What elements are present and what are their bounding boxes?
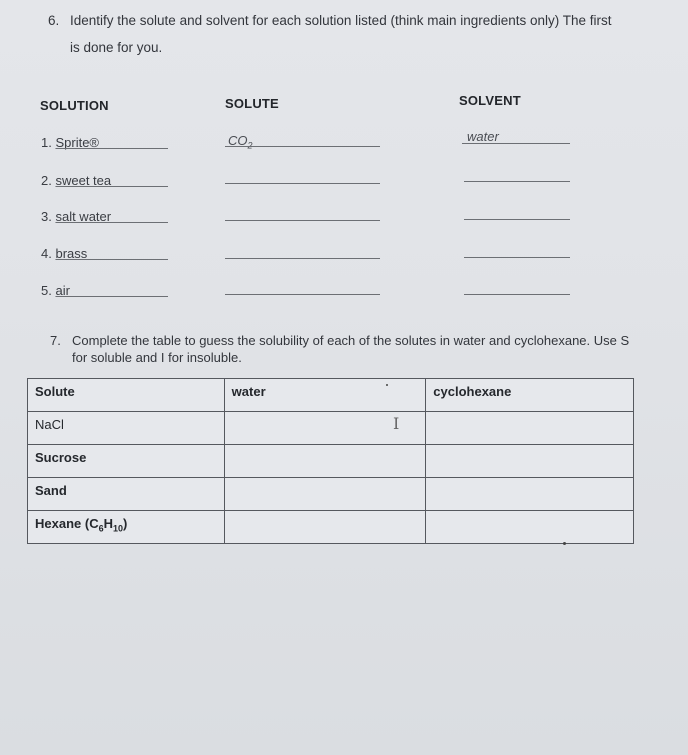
row-2-name: sweet tea (55, 173, 112, 188)
row-3-solvent-line[interactable] (464, 219, 570, 220)
row-1-solute-text: CO (228, 133, 248, 148)
ink-dot (563, 542, 566, 545)
question-7-number: 7. (50, 333, 61, 348)
row-2-solute-line[interactable] (225, 183, 380, 184)
row-5-number: 5. (41, 283, 52, 298)
water-cell-hexane[interactable] (224, 511, 426, 544)
row-3-number: 3. (41, 209, 52, 224)
question-6-number: 6. (48, 13, 60, 28)
row-2-solution-line (56, 186, 168, 187)
header-solution: SOLUTION (40, 98, 109, 113)
question-6-line1: Identify the solute and solvent for each solution listed (think main ingredients only) The first (70, 13, 612, 28)
text-cursor-icon: I (393, 414, 400, 433)
row-3-solution-line (56, 222, 168, 223)
row-1-solute-subscript: 2 (247, 140, 253, 151)
row-4-solution-line (56, 259, 168, 260)
solute-cell-sand: Sand (28, 478, 225, 511)
row-1-solute-line[interactable] (225, 146, 380, 147)
table-row (28, 478, 634, 511)
hexane-sub-hydrogen: 10 (112, 523, 123, 534)
row-3-solute-line[interactable] (225, 220, 380, 221)
row-3-name: salt water (55, 209, 112, 224)
row-4-name: brass (55, 246, 88, 261)
row-2-solvent-line[interactable] (464, 181, 570, 182)
hexane-label-h: H (103, 516, 113, 531)
row-5-solvent-line[interactable] (464, 294, 570, 295)
header-water-cell: water (224, 379, 426, 412)
table-row (28, 511, 634, 544)
cyclohexane-cell-sand[interactable] (426, 478, 634, 511)
cyclohexane-cell-hexane[interactable] (426, 511, 634, 544)
header-solvent: SOLVENT (459, 93, 521, 108)
row-1-solution-line (56, 148, 168, 149)
row-4-solute-line[interactable] (225, 258, 380, 259)
row-1-solvent-line[interactable] (462, 143, 570, 144)
row-1-number: 1. (41, 135, 52, 150)
water-cell-sucrose[interactable] (224, 445, 426, 478)
table-row (28, 445, 634, 478)
hexane-label-end: ) (123, 516, 128, 531)
header-cyclohexane-cell: cyclohexane (426, 379, 634, 412)
table-row (28, 412, 634, 445)
ink-dot-small (386, 384, 388, 386)
header-solute: SOLUTE (225, 96, 279, 111)
row-5-solute-line[interactable] (225, 294, 380, 295)
water-cell-sand[interactable] (224, 478, 426, 511)
row-1-name: Sprite® (55, 135, 100, 150)
hexane-label: Hexane (C (35, 516, 99, 531)
question-7-line1: Complete the table to guess the solubility of each of the solutes in water and cyclohexane. Use S (72, 333, 630, 348)
cyclohexane-cell-nacl[interactable] (426, 412, 634, 445)
row-4-solvent-line[interactable] (464, 257, 570, 258)
question-6-line2: is done for you. (70, 40, 163, 55)
row-5-solution-line (56, 296, 168, 297)
solubility-table (27, 378, 634, 544)
row-1-solute-answer (228, 133, 253, 151)
row-5-name: air (55, 283, 70, 298)
solute-cell-hexane (28, 511, 225, 544)
question-7-line2: for soluble and I for insoluble. (72, 350, 242, 365)
header-solute-cell: Solute (28, 379, 225, 412)
solute-cell-nacl: NaCl (28, 412, 225, 445)
cyclohexane-cell-sucrose[interactable] (426, 445, 634, 478)
hexane-sub-carbon: 6 (98, 523, 104, 534)
table-header-row (28, 379, 634, 412)
row-4-number: 4. (41, 246, 52, 261)
row-1-solvent-answer: water (467, 129, 499, 144)
solute-cell-sucrose: Sucrose (28, 445, 225, 478)
row-2-number: 2. (41, 173, 52, 188)
